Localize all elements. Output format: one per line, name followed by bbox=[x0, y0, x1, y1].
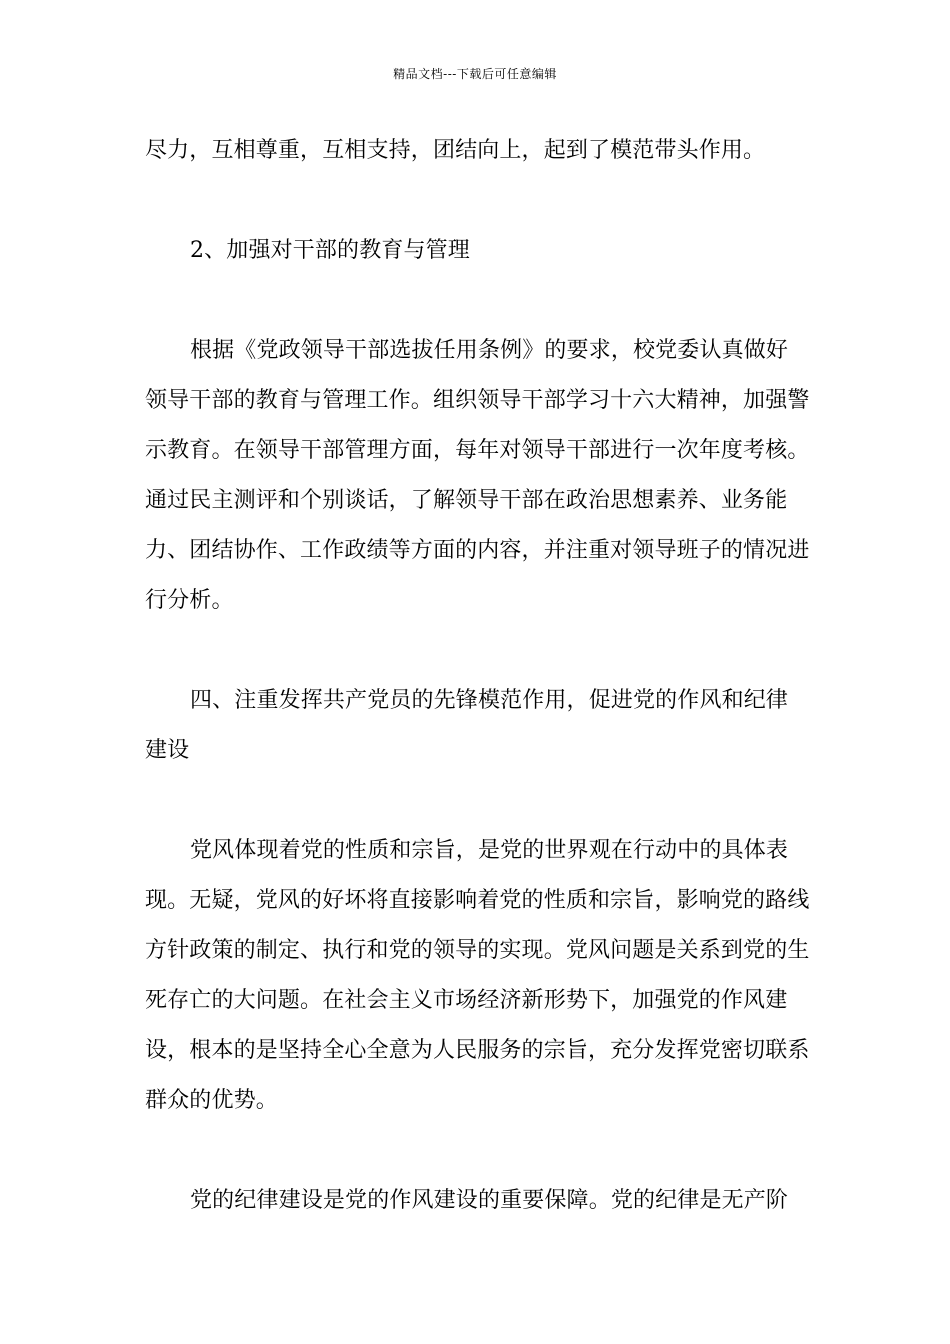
paragraph-party-discipline: 党的纪律建设是党的作风建设的重要保障。党的纪律是无产阶 bbox=[190, 1188, 789, 1213]
paragraph-continuation: 尽力，互相尊重，互相支持，团结向上，起到了模范带头作用。 bbox=[145, 138, 766, 163]
section-heading-party-members: 四、注重发挥共产党员的先锋模范作用，促进党的作风和纪律建设 bbox=[145, 688, 789, 763]
paragraph-cadre-management: 根据《党政领导干部选拔任用条例》的要求，校党委认真做好领导干部的教育与管理工作。组织领导干部学习十六大精神，加强警示教育。在领导干部管理方面，每年对领导干部进行一次年度考核。通过民主测评和个别谈话，了解领导干部在政治思想素养、业务能力、团结协作、工作政绩等方面的内容，并注重对领导班子的情况进行分析。 bbox=[145, 338, 810, 613]
document-body bbox=[145, 126, 810, 1226]
paragraph-party-style: 党风体现着党的性质和宗旨，是党的世界观在行动中的具体表现。无疑，党风的好坏将直接影响着党的性质和宗旨，影响党的路线方针政策的制定、执行和党的领导的实现。党风问题是关系到党的生死存亡的大问题。在社会主义市场经济新形势下，加强党的作风建设，根本的是坚持全心全意为人民服务的宗旨，充分发挥党密切联系群众的优势。 bbox=[145, 838, 810, 1113]
page-header: 精品文档---下载后可任意编辑 bbox=[393, 67, 557, 81]
section-heading-cadre-education: 2、加强对干部的教育与管理 bbox=[190, 238, 470, 263]
